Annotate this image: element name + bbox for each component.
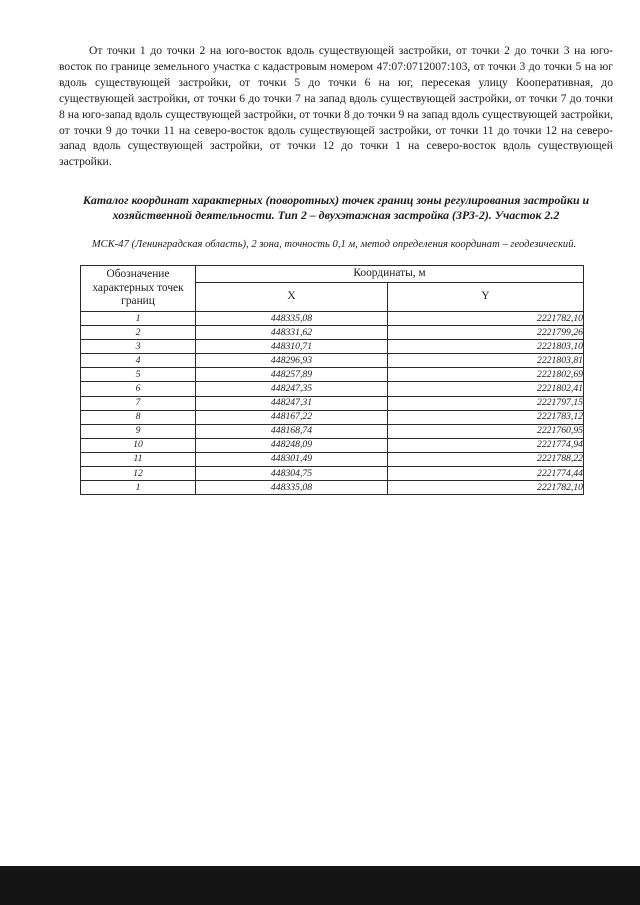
point-number-cell: 7 <box>81 396 196 410</box>
y-coordinate-cell: 2221802,41 <box>388 382 584 396</box>
scan-bottom-edge <box>0 866 640 905</box>
point-number-cell: 1 <box>81 312 196 326</box>
coordinate-system-note: МСК-47 (Ленинградская область), 2 зона, точность 0,1 м, метод определения координат – геодезический. <box>91 239 577 250</box>
coordinates-table-body <box>81 312 584 495</box>
y-coordinate-cell: 2221797,15 <box>388 396 584 410</box>
table-row <box>81 382 584 396</box>
y-coordinate-cell: 2221782,10 <box>388 312 584 326</box>
x-coordinate-cell: 448167,22 <box>196 410 388 424</box>
y-coordinate-cell: 2221799,26 <box>388 326 584 340</box>
point-number-cell: 1 <box>81 481 196 495</box>
point-number-cell: 3 <box>81 340 196 354</box>
y-coordinate-cell: 2221760,95 <box>388 424 584 438</box>
x-coordinate-cell: 448335,08 <box>196 481 388 495</box>
table-row <box>81 452 584 466</box>
point-number-cell: 8 <box>81 410 196 424</box>
x-coordinate-cell: 448301,49 <box>196 452 388 466</box>
coordinates-header: Координаты, м <box>196 266 584 283</box>
y-coordinate-cell: 2221803,10 <box>388 340 584 354</box>
y-coordinate-cell: 2221782,10 <box>388 481 584 495</box>
table-row <box>81 340 584 354</box>
x-coordinate-cell: 448331,62 <box>196 326 388 340</box>
point-number-cell: 12 <box>81 467 196 481</box>
x-coordinate-cell: 448247,31 <box>196 396 388 410</box>
x-coordinate-cell: 448304,75 <box>196 467 388 481</box>
point-designation-header: Обозначение характерных точек границ <box>81 266 196 312</box>
x-coordinate-cell: 448335,08 <box>196 312 388 326</box>
x-coordinate-cell: 448168,74 <box>196 424 388 438</box>
catalog-heading: Каталог координат характерных (поворотных) точек границ зоны регулирования застройки и хозяйственной деятельности. Тип 2 – двухэтажная застройка (ЗРЗ-2). Участок 2.2 <box>82 193 590 223</box>
x-coordinate-cell: 448310,71 <box>196 340 388 354</box>
y-coordinate-cell: 2221803,81 <box>388 354 584 368</box>
table-row <box>81 410 584 424</box>
point-number-cell: 6 <box>81 382 196 396</box>
x-coordinate-cell: 448296,93 <box>196 354 388 368</box>
point-number-cell: 2 <box>81 326 196 340</box>
table-row <box>81 396 584 410</box>
x-coordinate-cell: 448247,35 <box>196 382 388 396</box>
y-coordinate-cell: 2221783,12 <box>388 410 584 424</box>
point-number-cell: 10 <box>81 438 196 452</box>
y-coordinate-cell: 2221774,44 <box>388 467 584 481</box>
table-row <box>81 312 584 326</box>
point-number-cell: 11 <box>81 452 196 466</box>
table-row <box>81 424 584 438</box>
x-column-header: X <box>196 283 388 312</box>
table-row <box>81 354 584 368</box>
y-coordinate-cell: 2221774,94 <box>388 438 584 452</box>
table-row <box>81 481 584 495</box>
table-row <box>81 326 584 340</box>
x-coordinate-cell: 448248,09 <box>196 438 388 452</box>
y-coordinate-cell: 2221802,69 <box>388 368 584 382</box>
table-row <box>81 438 584 452</box>
point-number-cell: 4 <box>81 354 196 368</box>
point-number-cell: 9 <box>81 424 196 438</box>
y-column-header: Y <box>388 283 584 312</box>
boundary-description-paragraph: От точки 1 до точки 2 на юго-восток вдоль существующей застройки, от точки 2 до точки 3 на юго-восток по границе земельного участка с кадастровым номером 47:07:0712007:103, от точки 3 до точки 5 на юг вдоль существующей застройки, от точки 5 до точки 6 на юг, пересекая улицу Кооперативная, до существующей застройки, от точки 6 до точки 7 на запад вдоль существующей застройки, от точки 7 до точки 8 на юго-запад вдоль существующей застройки, от точки 8 до точки 9 на запад вдоль существующей застройки, от точки 9 до точки 11 на северо-восток вдоль существующей застройки, от точки 11 до точки 12 на северо-запад вдоль существующей застройки, от точки 12 до точки 1 на северо-восток вдоль существующей застройки. <box>59 44 613 169</box>
table-row <box>81 467 584 481</box>
y-coordinate-cell: 2221788,22 <box>388 452 584 466</box>
table-row <box>81 368 584 382</box>
point-number-cell: 5 <box>81 368 196 382</box>
coordinates-table <box>80 265 584 495</box>
x-coordinate-cell: 448257,89 <box>196 368 388 382</box>
